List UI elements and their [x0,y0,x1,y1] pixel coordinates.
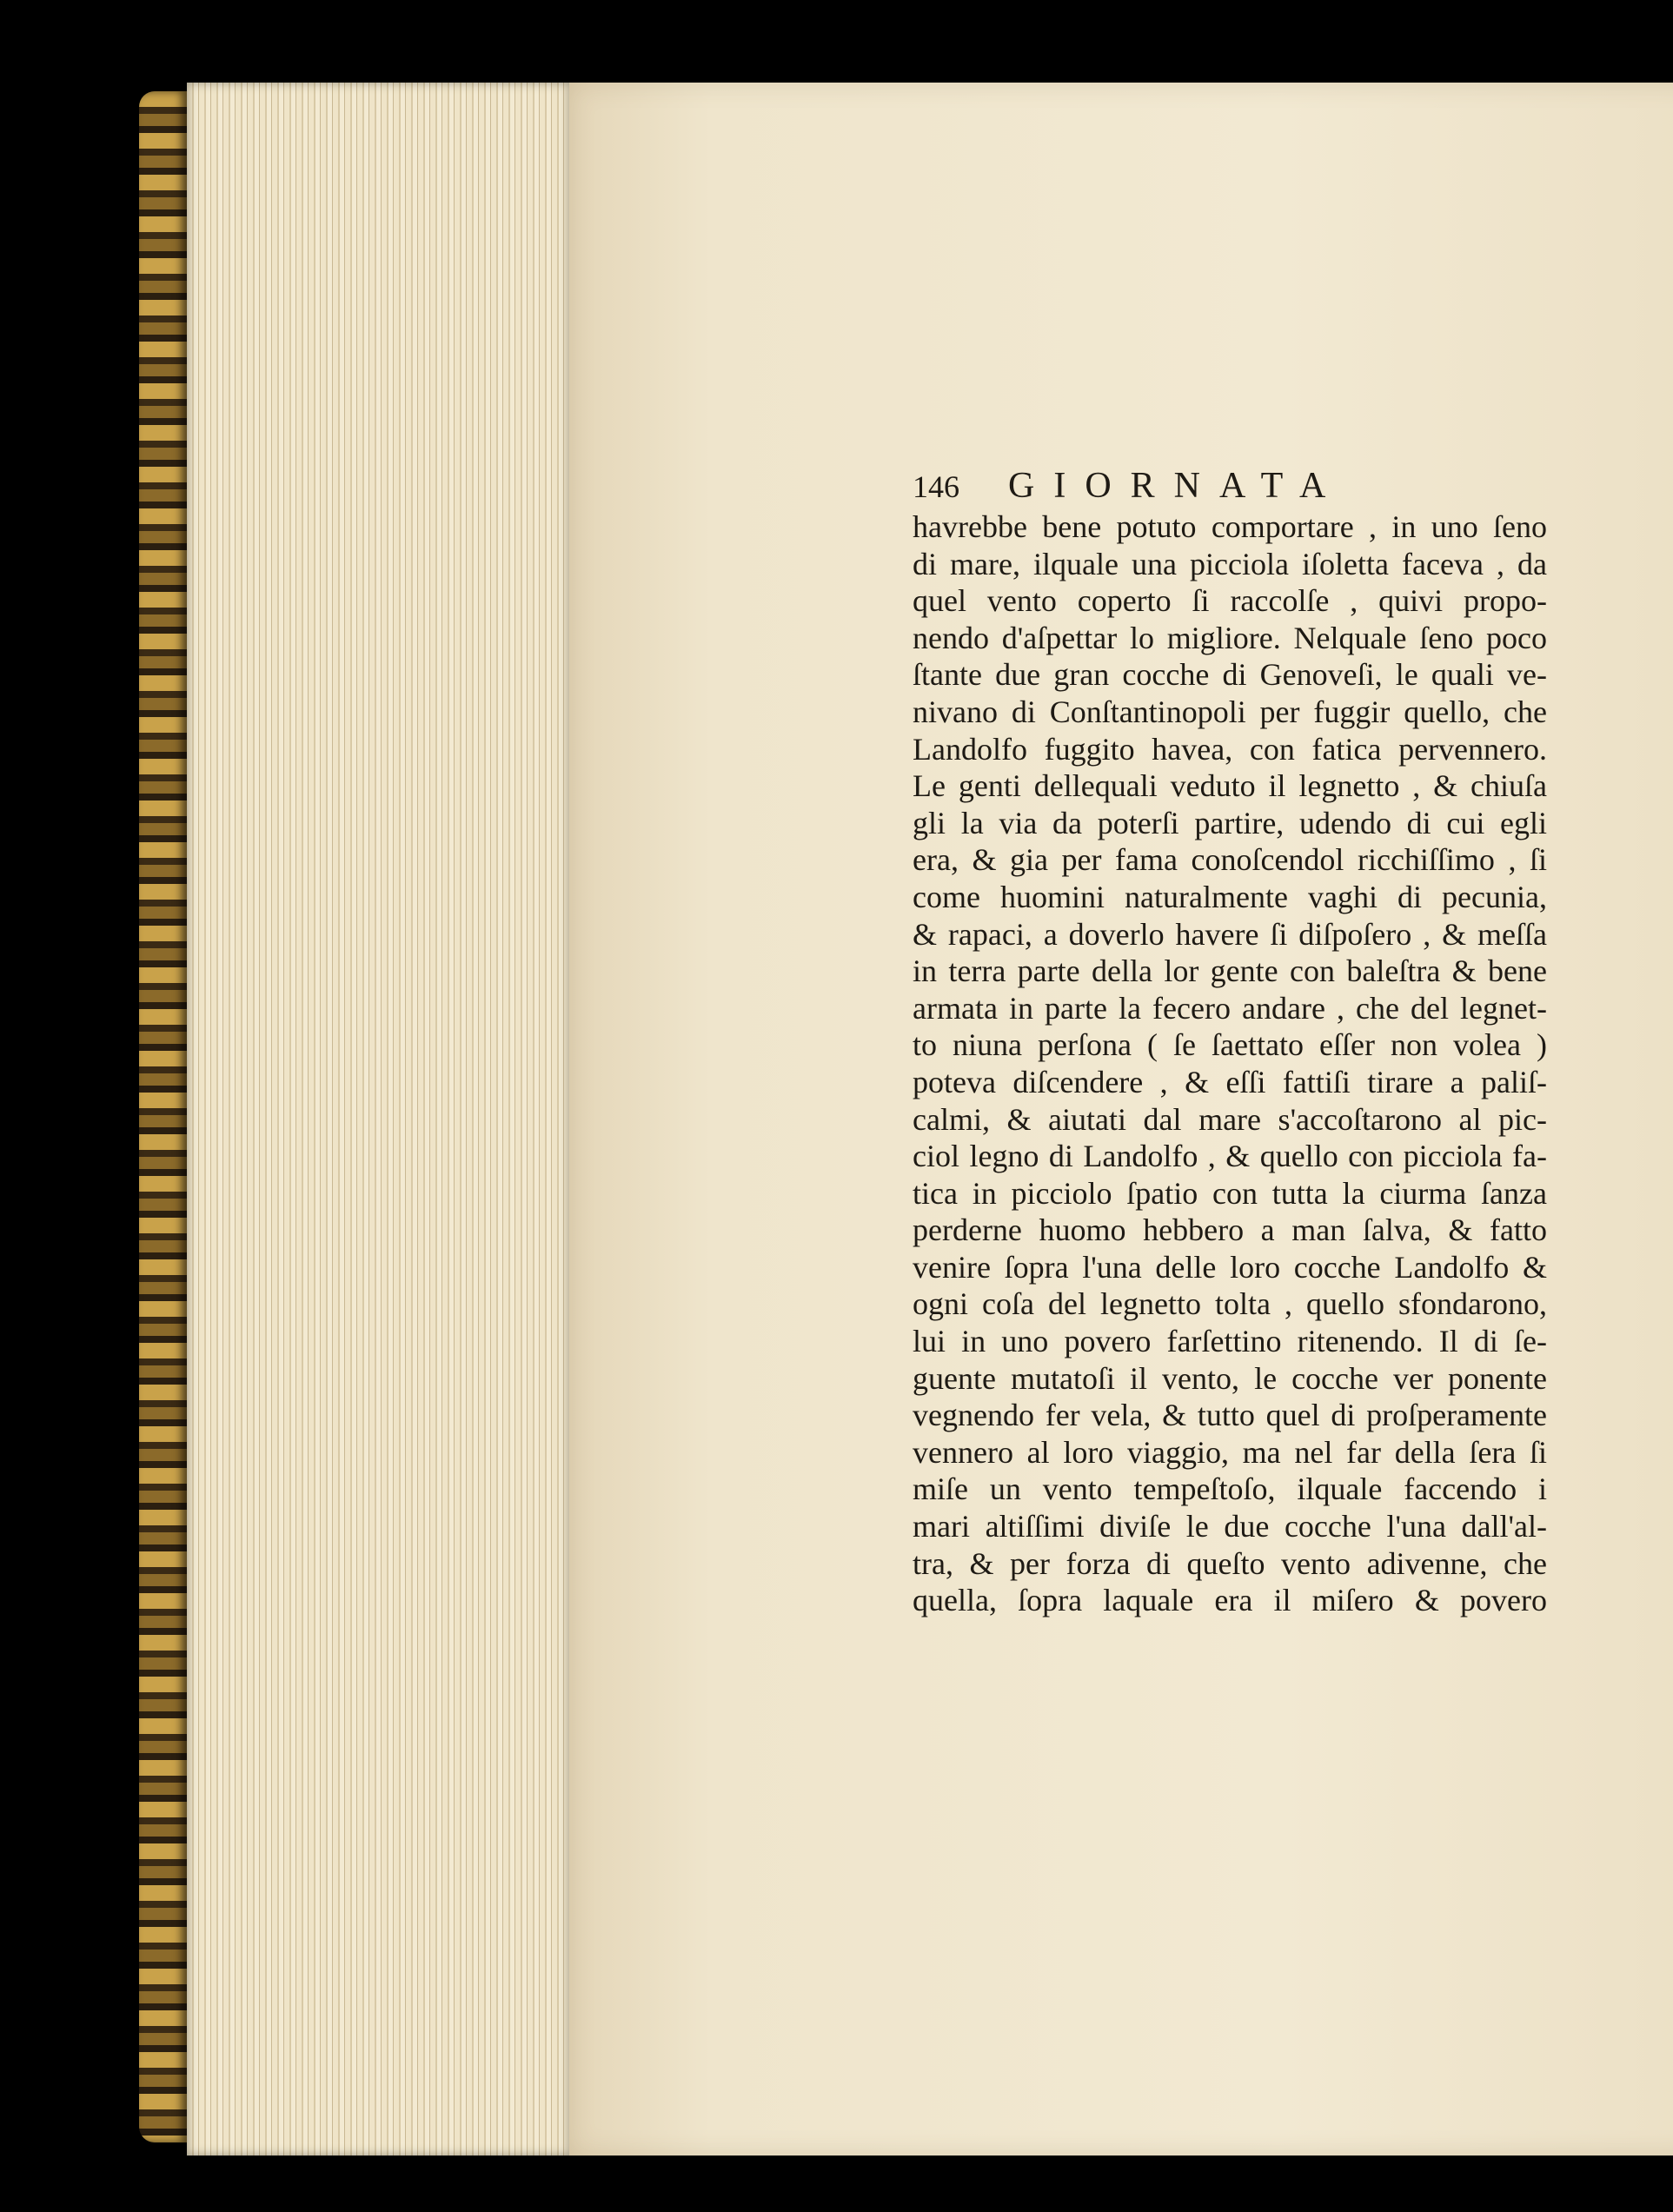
page-edges [187,83,569,2156]
text-line: nendo d'aſpettar lo migliore. Nelquale ſeno poco [913,620,1547,655]
text-line: tica in picciolo ſpatio con tutta la ciurma ſanza [913,1175,1547,1211]
text-line: Landolfo fuggito havea, con fatica pervennero. [913,731,1547,767]
page-header [913,465,1547,507]
text-line: quella, ſopra laquale era il miſero & povero [913,1583,1547,1618]
text-line: calmi, & aiutati dal mare s'accoſtarono al pic- [913,1101,1547,1137]
text-line: di mare, ilquale una picciola iſoletta faceva , da [913,546,1547,581]
text-line: in terra parte della lor gente con baleſtra & bene [913,953,1547,989]
text-line: perderne huomo hebbero a man ſalva, & fatto [913,1212,1547,1248]
text-line: tra, & per forza di queſto vento adivenne, che [913,1545,1547,1581]
text-line: Le genti dellequali veduto il legnetto , & chiuſa [913,768,1547,804]
text-line: nivano di Conſtantinopoli per fuggir quello, che [913,694,1547,729]
text-line: venire ſopra l'una delle loro cocche Landolfo & [913,1249,1547,1285]
text-line: vennero al loro viaggio, ma nel far della ſera ſi [913,1434,1547,1470]
book-page [569,83,1673,2156]
book [139,83,1673,2156]
text-line: ciol legno di Landolfo , & quello con picciola fa- [913,1139,1547,1174]
text-line: miſe un vento tempeſtoſo, ilquale faccendo i [913,1471,1547,1507]
text-line: to niuna perſona ( ſe ſaettato eſſer non volea ) [913,1027,1547,1063]
text-line: come huomini naturalmente vaghi di pecunia, [913,879,1547,914]
running-head: GIORNATA [1008,466,1345,506]
text-line: ogni coſa del legnetto tolta , quello sfondarono, [913,1286,1547,1322]
book-spine [139,91,187,2142]
text-line: & rapaci, a doverlo havere ſi diſpoſero , & meſſa [913,916,1547,952]
text-line: guente mutatoſi il vento, le cocche ver ponente [913,1360,1547,1396]
page-number: 146 [913,469,959,504]
page-content [913,465,1547,1619]
text-line: gli la via da poterſi partire, udendo di cui egli [913,805,1547,840]
text-line: quel vento coperto ſi raccolſe , quivi propo- [913,583,1547,619]
text-line: poteva diſcendere , & eſſi fattiſi tirare a paliſ- [913,1064,1547,1099]
text-line: mari altiſſimi diviſe le due cocche l'una dall'al- [913,1509,1547,1544]
text-line: era, & gia per fama conoſcendol ricchiſſimo , ſi [913,842,1547,878]
text-line: ſtante due gran cocche di Genoveſi, le quali ve- [913,657,1547,693]
text-line: vegnendo fer vela, & tutto quel di proſperamente [913,1398,1547,1433]
text-line: havrebbe bene potuto comportare , in uno ſeno [913,509,1547,544]
text-line: armata in parte la fecero andare , che del legnet- [913,990,1547,1026]
text-line: lui in uno povero farſettino ritenendo. Il di ſe- [913,1324,1547,1359]
